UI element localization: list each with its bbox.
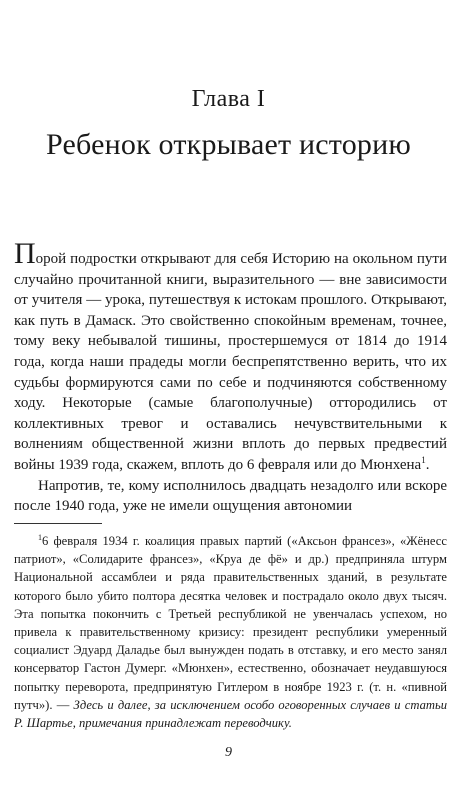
footnote-1 [14, 532, 447, 732]
paragraph-1 [14, 237, 447, 476]
footnotes [14, 532, 447, 732]
footnote-divider [14, 523, 102, 524]
paragraph-1-text: орой подростки открывают для себя Историю на окольном пути случайно прочитанной книги, выразительного — вне зависимости от учителя — урока, путешествуя к истокам прошлого. Открывают, как путь в Дамаск. Это свойственно спокойным временам, точнее, тому веку небывалой тишины, простершемуся от 1814 до 1914 года, когда наши прадеды могли беспрепятственно верить, что их судьбы формируются сами по себе и подчиняются собственному ходу. Некоторые (самые благополучные) оттородились от коллективных тревог и оставались нечувствительными к волнениям общественной жизни вплоть до первых предвестий войны 1939 года, скажем, вплоть до 6 февраля или до Мюнхена [14, 251, 447, 473]
chapter-label: Глава I [191, 86, 266, 112]
footnote-reference[interactable]: 1 [421, 454, 426, 465]
footnote-text: 6 февраля 1934 г. коалиция правых партий («Аксьон франсез», «Жёнесс патриот», «Солидарите франсез», «Круа де фё» и др.) предприняла штурм Национальной ассамблеи и ряда правительственных зданий, в результате которого было убито полтора десятка человек и пострадало около двух тысяч. Эта попытка покончить с Третьей республикой не увенчалась успехом, но привела к правительственному кризису: президент республики умеренный социалист Эдуард Даладье был вынужден подать в отставку, и его место занял консерватор Гастон Думерг. «Мюнхен», естественно, обозначает неудавшуюся попытку переворота, предпринятую Гитлером в ноябре 1923 г. (т. н. «пивной путч»). — [14, 534, 447, 712]
translator-note: Здесь и далее, за исключением особо оговоренных случаев и статьи Р. Шартье, примечания принадлежат переводчику. [14, 697, 448, 731]
chapter-title: Ребенок открывает историю [46, 128, 411, 161]
paragraph-2: Напротив, те, кому исполнилось двадцать незадолго или вскоре после 1940 года, уже не имели ощущения автономии [14, 477, 447, 515]
initial-letter: П [14, 237, 36, 270]
paragraph-1-end: . [425, 456, 430, 473]
body-text [14, 237, 447, 517]
page-number: 9 [225, 745, 232, 760]
footnote-number: 1 [38, 532, 42, 542]
